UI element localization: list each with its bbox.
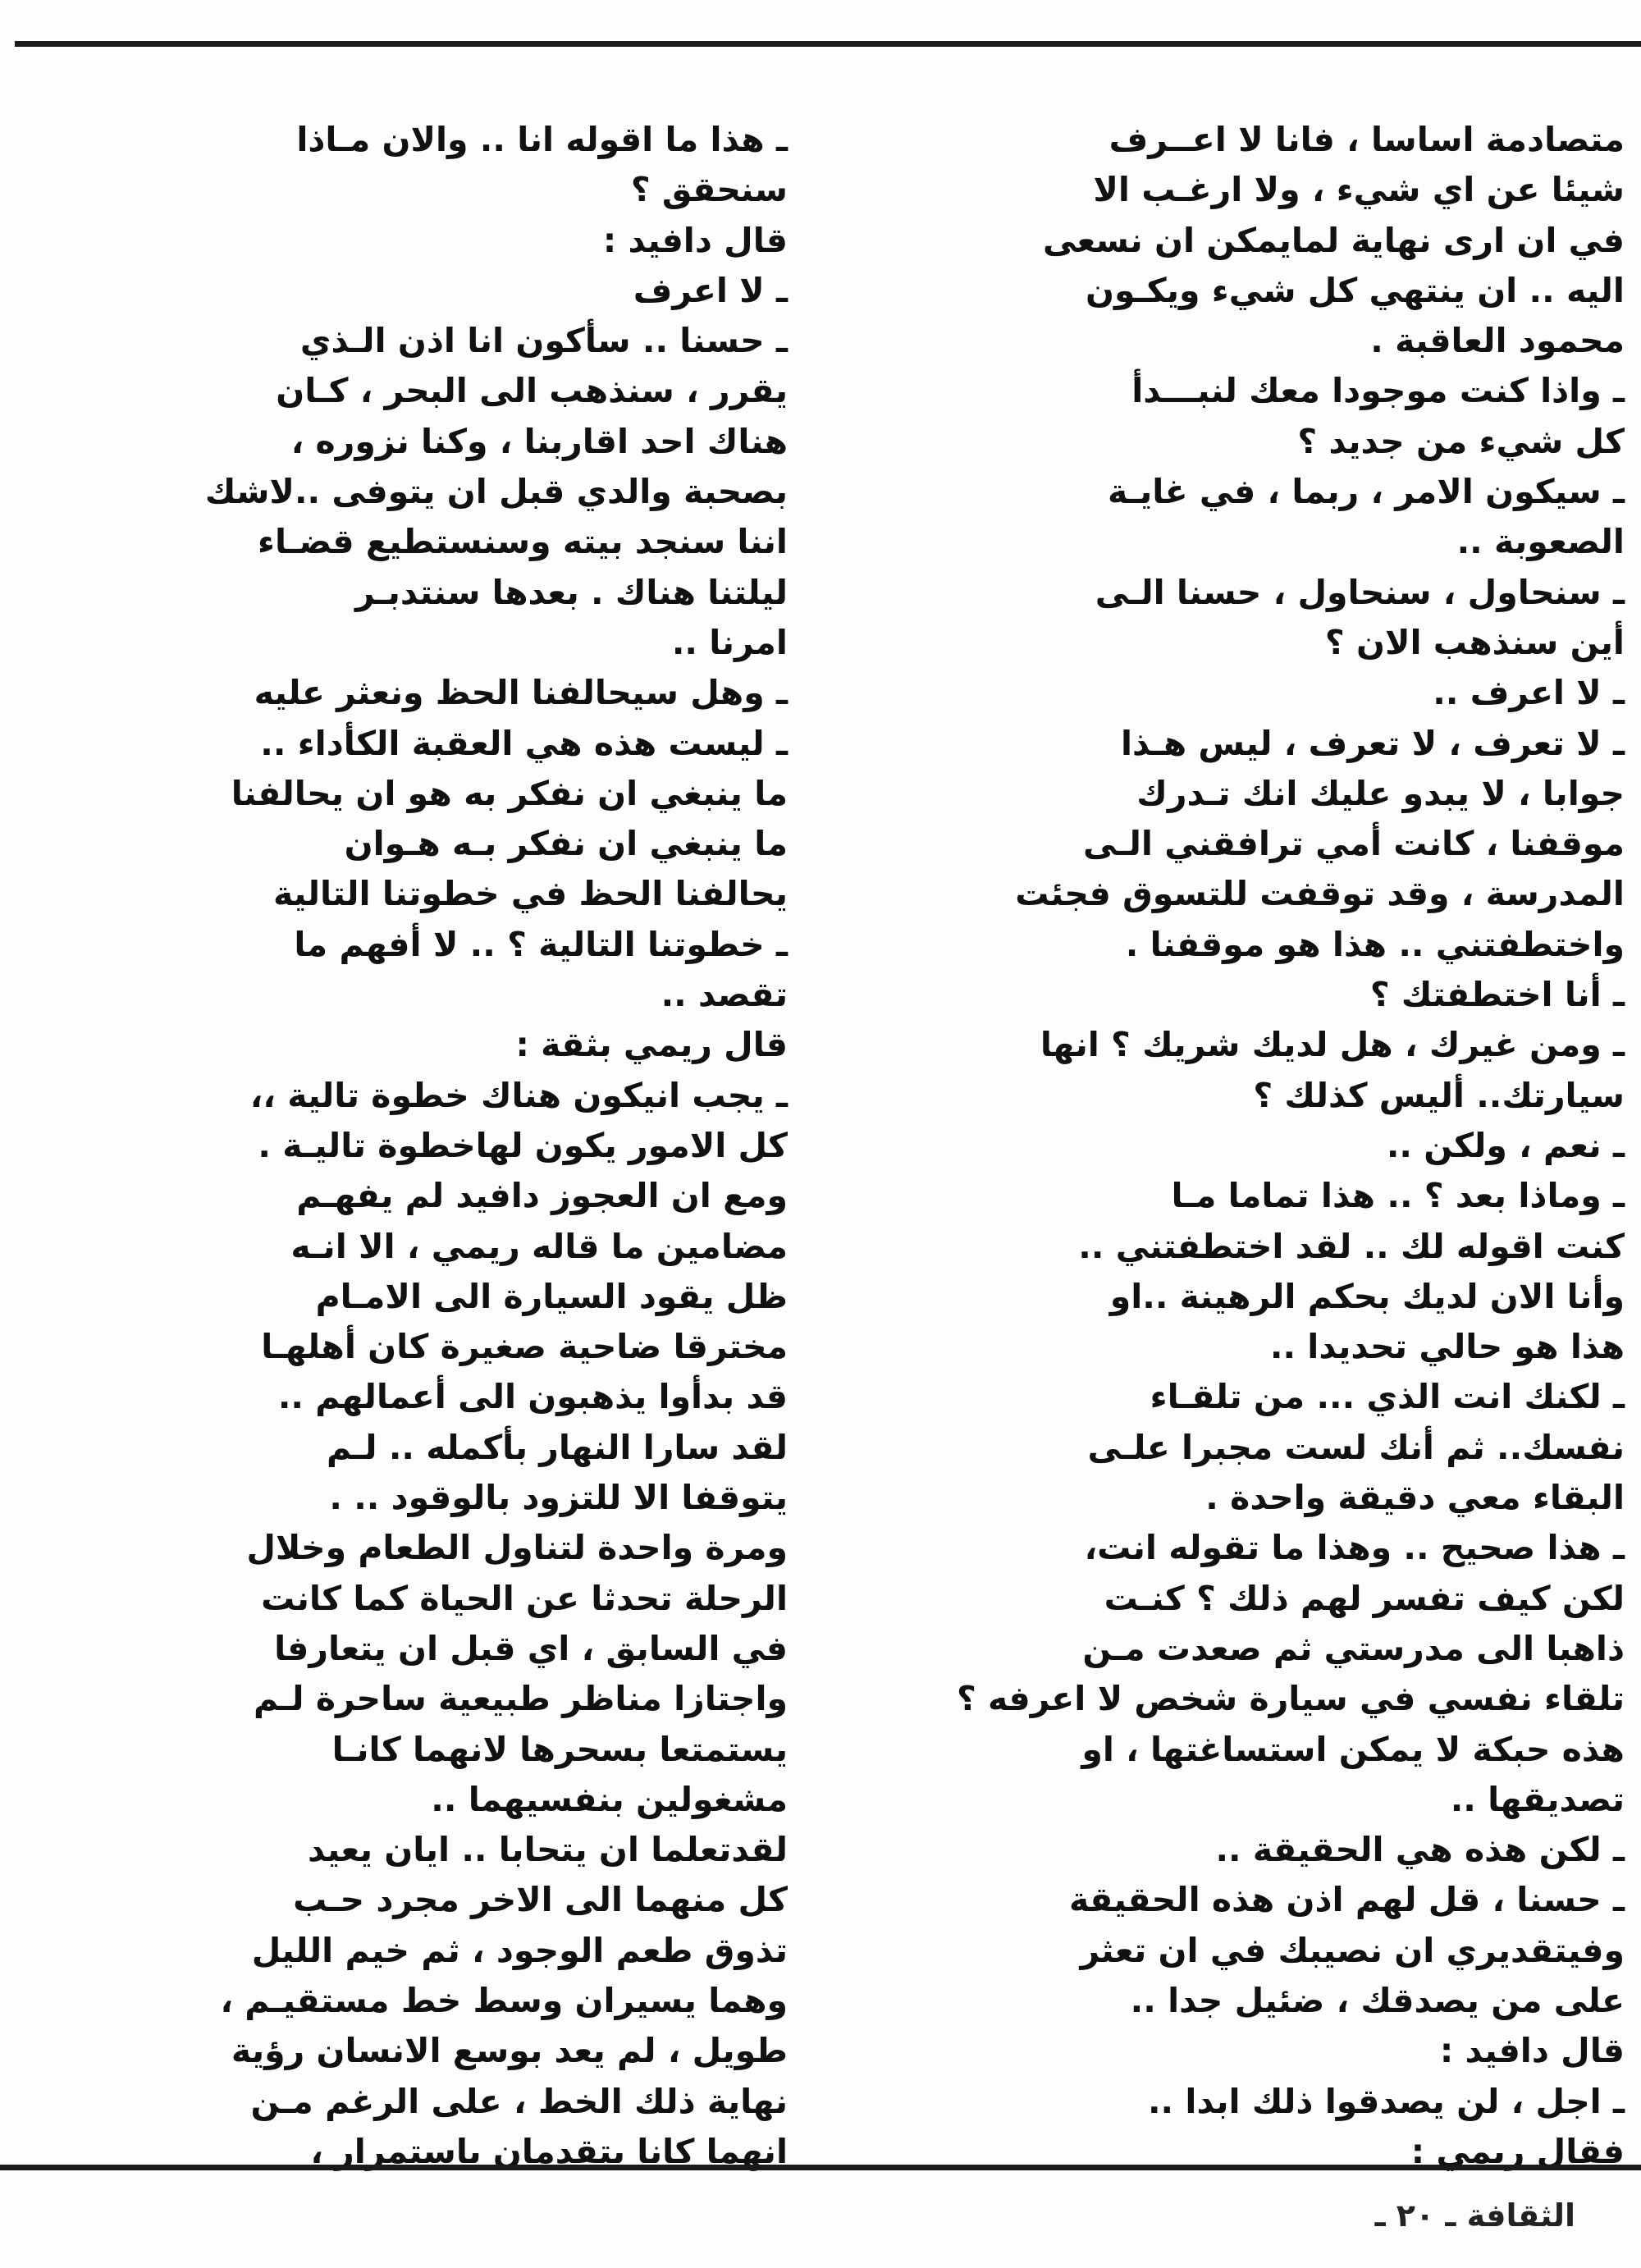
text-line: ـ وهل سيحالفنا الحظ ونعثر عليه (254, 673, 788, 713)
text-line: ـ أنا اختطفتك ؟ (1369, 975, 1625, 1015)
text-line: ـ نعم ، ولكن .. (1386, 1125, 1625, 1165)
text-column-right (845, 115, 1625, 2171)
text-line: لقدتعلما ان يتحابا .. ايان يعيد (308, 1830, 788, 1870)
text-line: ـ واذا كنت موجودا معك لنبـــدأ (1131, 371, 1625, 411)
text-line: قال دافيد : (602, 220, 788, 260)
text-line: ومرة واحدة لتناول الطعام وخلال (246, 1528, 788, 1568)
text-line: ـ خطوتنا التالية ؟ .. لا أفهم ما (294, 924, 788, 964)
text-line: يستمتعا بسحرها لانهما كانـا (331, 1729, 788, 1769)
text-line: هذا هو حالي تحديدا .. (1269, 1327, 1625, 1367)
text-line: طويل ، لم يعد بوسع الانسان رؤية (231, 2031, 788, 2071)
text-line: لكن كيف تفسر لهم ذلك ؟ كنـت (1104, 1578, 1625, 1618)
top-rule (15, 41, 1641, 47)
text-line: في ان ارى نهاية لمايمكن ان نسعى (1042, 220, 1625, 260)
text-line: فقال ريمي : (1410, 2131, 1625, 2171)
text-line: امرنا .. (671, 622, 788, 662)
text-line: ـ حسنا ، قل لهم اذن هذه الحقيقة (1069, 1880, 1625, 1920)
text-line: يحالفنا الحظ في خطوتنا التالية (273, 874, 788, 914)
text-line: ـ حسنا .. سأكون انا اذن الـذي (299, 321, 788, 361)
text-line: ما ينبغي ان نفكر بـه هـوان (344, 824, 788, 864)
text-line: متصادمة اساسا ، فانا لا اعــرف (1108, 120, 1625, 159)
text-line: مشغولين بنفسيهما .. (431, 1779, 788, 1819)
text-line: ـ اجل ، لن يصدقوا ذلك ابدا .. (1147, 2081, 1625, 2121)
text-line: ذاهبا الى مدرستي ثم صعدت مـن (1082, 1628, 1625, 1668)
text-line: وهما يسيران وسط خط مستقيـم ، (220, 1980, 788, 2020)
text-line: المدرسة ، وقد توقفت للتسوق فجئت (1015, 874, 1625, 914)
text-line: في السابق ، اي قبل ان يتعارفا (274, 1628, 788, 1668)
text-line: كل شيء من جديد ؟ (1297, 421, 1625, 461)
text-line: ـ لا تعرف ، لا تعرف ، ليس هـذا (1120, 723, 1625, 763)
text-line: على من يصدقك ، ضئيل جدا .. (1130, 1980, 1625, 2020)
text-line: ـ يجب انيكون هناك خطوة تالية ،، (249, 1075, 788, 1115)
text-line: مضامين ما قاله ريمي ، الا انـه (290, 1226, 788, 1266)
text-line: انهما كانا يتقدمان باستمرار ، (310, 2131, 788, 2171)
text-line: يقرر ، سنذهب الى البحر ، كـان (276, 371, 788, 411)
bottom-rule (0, 2165, 1641, 2170)
text-line: سنحقق ؟ (630, 170, 788, 210)
text-line: واجتازا مناظر طبيعية ساحرة لـم (254, 1679, 788, 1719)
text-line: يتوقفا الا للتزود بالوقود .. . (329, 1478, 788, 1518)
text-line: كنت اقوله لك .. لقد اختطفتني .. (1078, 1226, 1625, 1266)
text-line: لقد سارا النهار بأكمله .. لـم (326, 1427, 788, 1467)
text-line: ـ وماذا بعد ؟ .. هذا تماما مـا (1171, 1176, 1625, 1216)
text-line: وفيتقديري ان نصيبك في ان تعثر (1080, 1930, 1625, 1970)
text-line: نفسك.. ثم أنك لست مجبرا علـى (1087, 1427, 1625, 1467)
text-line: تذوق طعم الوجود ، ثم خيم الليل (251, 1930, 788, 1970)
text-line: ـ ليست هذه هي العقبة الكأداء .. (260, 723, 788, 763)
text-line: هناك احد اقاربنا ، وكنا نزوره ، (290, 421, 788, 461)
text-line: ـ لا اعرف (633, 270, 788, 310)
text-line: ـ سيكون الامر ، ربما ، في غايـة (1107, 472, 1625, 512)
text-line: شيئا عن اي شيء ، ولا ارغـب الا (1093, 170, 1625, 210)
text-line: ـ لا اعرف .. (1433, 673, 1625, 713)
text-line: كل الامور يكون لهاخطوة تاليـة . (258, 1125, 788, 1165)
text-line: ظل يقود السيارة الى الامـام (315, 1276, 788, 1316)
text-line: ومع ان العجوز دافيد لم يفهـم (296, 1176, 788, 1216)
text-line: اليه .. ان ينتهي كل شيء ويكـون (1086, 270, 1625, 310)
text-line: الصعوبة .. (1456, 522, 1625, 562)
text-line: قد بدأوا يذهبون الى أعمالهم .. (277, 1377, 788, 1417)
text-line: أين سنذهب الان ؟ (1324, 622, 1625, 662)
text-line: تصديقها .. (1450, 1779, 1625, 1819)
text-line: محمود العاقبة . (1370, 321, 1625, 361)
text-line: ـ سنحاول ، سنحاول ، حسنا الـى (1095, 572, 1625, 612)
text-line: ـ ومن غيرك ، هل لديك شريك ؟ انها (1040, 1025, 1625, 1065)
text-line: تلقاء نفسي في سيارة شخص لا اعرفه ؟ (957, 1679, 1625, 1719)
text-line: كل منهما الى الاخر مجرد حـب (293, 1880, 788, 1920)
text-line: جوابا ، لا يبدو عليك انك تـدرك (1136, 773, 1625, 813)
text-line: ـ هذا صحيح .. وهذا ما تقوله انت، (1084, 1528, 1625, 1568)
text-line: قال ريمي بثقة : (515, 1025, 788, 1065)
text-line: ـ لكن هذه هي الحقيقة .. (1215, 1830, 1625, 1870)
text-line: ما ينبغي ان نفكر به هو ان يحالفنا (231, 773, 788, 813)
text-line: ـ هذا ما اقوله انا .. والان مـاذا (296, 120, 788, 159)
text-line: ـ لكنك انت الذي ... من تلقـاء (1150, 1377, 1625, 1417)
text-line: موقفنا ، كانت أمي ترافقني الـى (1083, 824, 1625, 864)
text-line: سيارتك.. أليس كذلك ؟ (1253, 1075, 1625, 1115)
text-line: واختطفتني .. هذا هو موقفنا . (1125, 924, 1625, 964)
text-line: الرحلة تحدثا عن الحياة كما كانت (261, 1578, 788, 1618)
text-line: اننا سنجد بيته وسنستطيع قضـاء (258, 522, 788, 562)
text-line: تقصد .. (661, 975, 788, 1015)
text-line: قال دافيد : (1439, 2031, 1625, 2071)
text-line: هذه حبكة لا يمكن استساغتها ، او (1081, 1729, 1625, 1769)
text-line: ليلتنا هناك . بعدها سنتدبـر (355, 572, 788, 612)
text-line: بصحبة والدي قبل ان يتوفى ..لاشك (204, 472, 788, 512)
text-line: وأنا الان لديك بحكم الرهينة ..او (1109, 1276, 1625, 1316)
text-line: نهاية ذلك الخط ، على الرغم مـن (250, 2081, 788, 2121)
text-line: مخترقا ضاحية صغيرة كان أهلهـا (261, 1327, 788, 1367)
text-line: البقاء معي دقيقة واحدة . (1205, 1478, 1625, 1518)
page-footer: الثقافة ـ ٢٠ ـ (1374, 2197, 1575, 2234)
text-column-left (15, 115, 788, 2171)
